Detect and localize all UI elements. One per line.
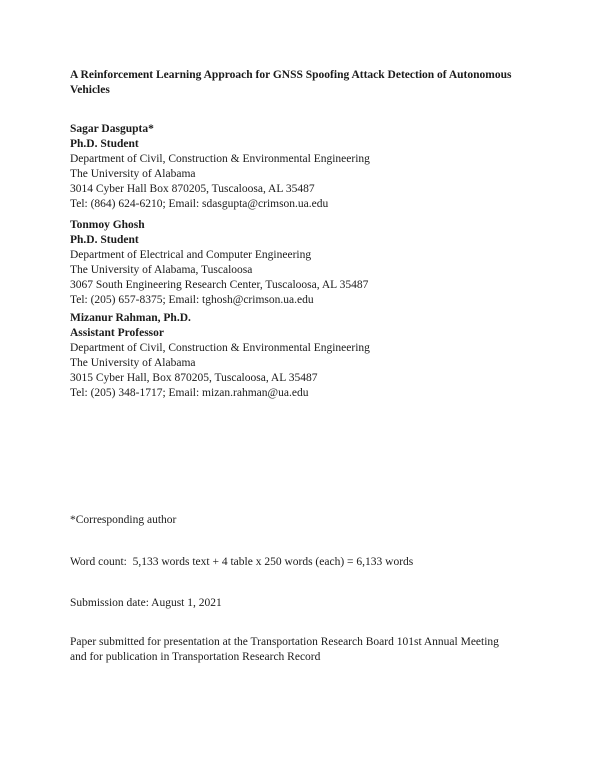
author-block-ghosh (70, 218, 538, 308)
author-block-dasgupta (70, 122, 538, 212)
author-role: Assistant Professor (70, 327, 165, 339)
author-contact: Tel: (864) 624-6210; Email: sdasgupta@crimson.ua.edu (70, 198, 329, 210)
author-contact: Tel: (205) 348-1717; Email: mizan.rahman@ua.edu (70, 387, 309, 399)
author-department: Department of Electrical and Computer Engineering (70, 249, 312, 261)
author-contact: Tel: (205) 657-8375; Email: tghosh@crimson.ua.edu (70, 294, 314, 306)
submission-note (70, 635, 538, 665)
paper-title-line1: A Reinforcement Learning Approach for GNSS Spoofing Attack Detection of Autonomous (70, 69, 512, 81)
paper-title (70, 68, 538, 98)
author-university: The University of Alabama, Tuscaloosa (70, 264, 253, 276)
author-name: Tonmoy Ghosh (70, 219, 145, 231)
author-university: The University of Alabama (70, 357, 196, 369)
submission-note-line1: Paper submitted for presentation at the Transportation Research Board 101st Annual Meeting (70, 636, 499, 648)
author-address: 3015 Cyber Hall, Box 870205, Tuscaloosa, AL 35487 (70, 372, 318, 384)
author-name: Mizanur Rahman, Ph.D. (70, 312, 191, 324)
author-address: 3067 South Engineering Research Center, Tuscaloosa, AL 35487 (70, 279, 369, 291)
author-address: 3014 Cyber Hall Box 870205, Tuscaloosa, AL 35487 (70, 183, 315, 195)
paper-title-line2: Vehicles (70, 84, 110, 96)
page-content (70, 0, 538, 665)
author-name: Sagar Dasgupta* (70, 123, 154, 135)
author-role: Ph.D. Student (70, 234, 139, 246)
word-count-line: Word count: 5,133 words text + 4 table x 250 words (each) = 6,133 words (70, 556, 414, 568)
author-role: Ph.D. Student (70, 138, 139, 150)
submission-date-line: Submission date: August 1, 2021 (70, 597, 222, 609)
author-department: Department of Civil, Construction & Environmental Engineering (70, 153, 370, 165)
corresponding-author-note: *Corresponding author (70, 514, 177, 526)
author-university: The University of Alabama (70, 168, 196, 180)
submission-note-line2: and for publication in Transportation Research Record (70, 651, 321, 663)
author-department: Department of Civil, Construction & Environmental Engineering (70, 342, 370, 354)
author-block-rahman (70, 311, 538, 401)
